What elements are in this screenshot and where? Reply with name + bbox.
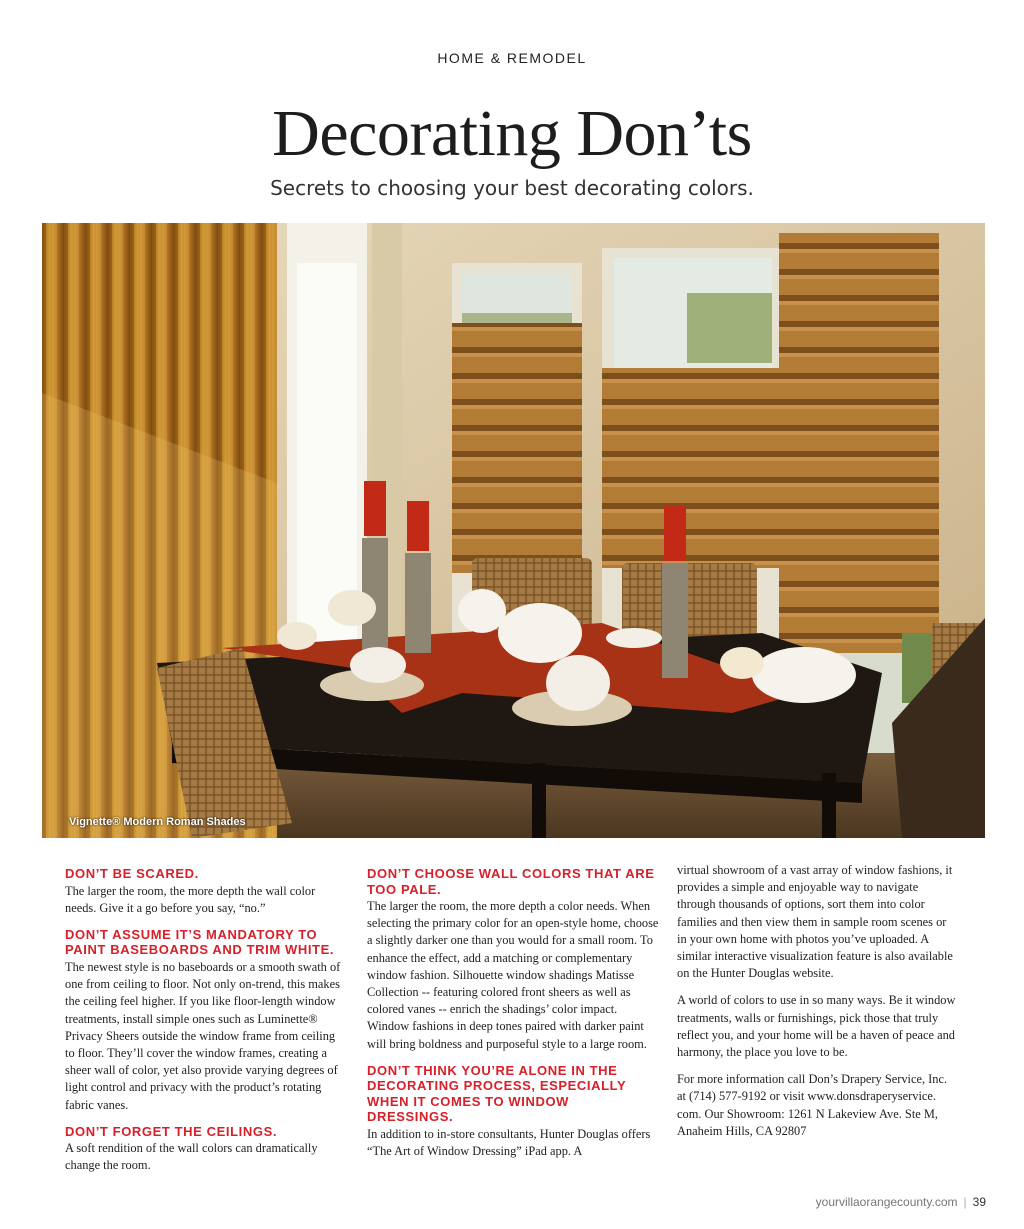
article-column-1 bbox=[65, 866, 347, 1185]
paragraph: A world of colors to use in so many ways. Be it window treatments, walls or furnishings, pick those that truly reflect you, and your home will be a haven of peace and harmony, the place you love to be. bbox=[677, 993, 956, 1060]
paragraph: In addition to in-store consultants, Hunter Douglas offers “The Art of Window Dressing” iPad app. A bbox=[367, 1126, 651, 1159]
article-column-2 bbox=[367, 866, 659, 1160]
heading-not-alone: DON’T THINK YOU’RE ALONE IN THE DECORATING PROCESS, ESPECIALLY WHEN IT COMES TO WINDOW DRESSINGS. bbox=[367, 1062, 627, 1125]
paragraph: virtual showroom of a vast array of window fashions, it provides a simple and enjoyable way to navigate through thousands of options, sort them into color families and then view them in sample room scenes or in your own home with photos you’ve uploaded. A similar interactive visualization feature is also available on the Hunter Douglas website. bbox=[677, 863, 953, 981]
section-label: HOME & REMODEL bbox=[437, 50, 587, 66]
page-subtitle: Secrets to choosing your best decorating colors. bbox=[270, 176, 754, 200]
heading-dont-be-scared: DON’T BE SCARED. bbox=[65, 866, 199, 881]
paragraph: The newest style is no baseboards or a smooth swath of one from ceiling to floor. Not only on-trend, this makes the ceiling feel higher. If you like floor-length window treatments, install simple ones such as Luminette® Privacy Sheers outside the window frame from ceiling to floor. They’ll cover the window frames, creating a sheer wall of color, yet also provide varying degrees of light control and privacy with the product’s rotating fabric vanes. bbox=[65, 959, 341, 1112]
page-title: Decorating Don’ts bbox=[272, 97, 752, 170]
footer-separator: | bbox=[963, 1195, 967, 1209]
paragraph: A soft rendition of the wall colors can dramatically change the room. bbox=[65, 1141, 318, 1173]
article-column-3 bbox=[677, 862, 959, 1150]
paragraph: The larger the room, the more depth the wall color needs. Give it a go before you say, “no.” bbox=[65, 883, 316, 915]
heading-wall-colors: DON’T CHOOSE WALL COLORS THAT ARE TOO PALE. bbox=[367, 866, 655, 897]
heading-ceilings: DON’T FORGET THE CEILINGS. bbox=[65, 1123, 278, 1139]
page-number: 39 bbox=[972, 1195, 986, 1209]
paragraph: The larger the room, the more depth a color needs. When selecting the primary color for an open-style home, choose a slightly darker one than you would for a small room. To enhance the effect, add a matching or complementary window fashion. Silhouette window shadings Matisse Collection -- featuring colored front sheers as well as colored vanes -- enrich the shadings’ color impact. Window fashions in deep tones paired with darker paint will bring boldness and purposeful style to a large room. bbox=[367, 899, 659, 1051]
page-footer bbox=[816, 1195, 986, 1209]
contact-paragraph: For more information call Don’s Drapery Service, Inc. at (714) 577-9192 or visit www.donsdraperyservice. com. Our Showroom: 1261 N Lakeview Ave. Ste M, Anaheim Hills, CA 92807 bbox=[677, 1072, 948, 1138]
photo-caption: Vignette® Modern Roman Shades bbox=[69, 816, 246, 828]
footer-site: yourvillaorangecounty.com bbox=[815, 1195, 958, 1209]
dining-room-photo bbox=[42, 223, 985, 838]
heading-baseboards: DON’T ASSUME IT’S MANDATORY TO PAINT BASEBOARDS AND TRIM WHITE. bbox=[65, 926, 335, 958]
